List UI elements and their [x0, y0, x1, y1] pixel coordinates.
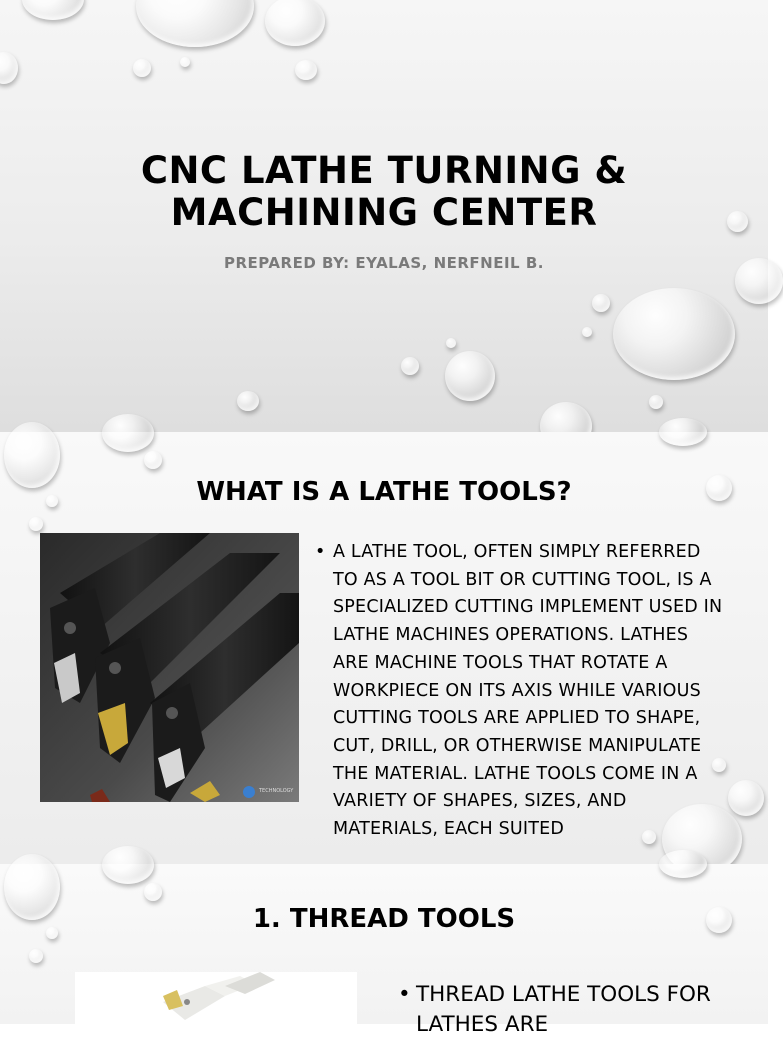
water-drop [29, 517, 43, 531]
water-drop [144, 451, 162, 469]
water-drop [265, 0, 325, 46]
water-drop [102, 846, 154, 884]
water-drop [445, 351, 495, 401]
water-drop [180, 57, 190, 67]
presentation-subtitle: PREPARED BY: EYALAS, NERFNEIL B. [224, 254, 544, 272]
slide-heading: 1. THREAD TOOLS [252, 904, 516, 934]
water-drop [728, 780, 764, 816]
water-drop [659, 418, 707, 446]
title-line: MACHINING CENTER [170, 191, 598, 234]
bullet-item: • THREAD LATHE TOOLS FOR LATHES ARE [398, 980, 728, 1040]
bullet-list [398, 980, 728, 1040]
slide-thread-tools [0, 864, 768, 1037]
water-drop [649, 395, 663, 409]
title-line: CNC LATHE TURNING & [140, 149, 628, 192]
bullet-list [315, 539, 725, 844]
water-drop [29, 949, 43, 963]
water-drop [295, 60, 317, 80]
presentation-title [0, 150, 768, 234]
slide-heading: WHAT IS A LATHE TOOLS? [196, 477, 572, 507]
water-drop [401, 357, 419, 375]
thread-tool-image [75, 972, 357, 1032]
water-drop [0, 52, 18, 84]
lathe-tools-image [40, 533, 299, 802]
thread-tool-photo [75, 972, 357, 1032]
water-drop [144, 883, 162, 901]
lathe-tools-photo [40, 533, 299, 802]
water-drop [613, 288, 735, 380]
bullet-item: • A LATHE TOOL, OFTEN SIMPLY REFERRED TO AS A TOOL BIT OR CUTTING TOOL, IS A SPECIALIZED CUTTING IMPLEMENT USED IN LATHE MACHINES OPERATIONS. LATHES ARE MACHINE TOOLS THAT ROTATE A WORKPIECE ON ITS AXIS WHILE VARIOUS CUTTING TOOLS ARE APPLIED TO SHAPE, CUT, DRILL, OR OTHERWISE MANIPULATE THE MATERIAL. LATHE TOOLS COME IN A VARIETY OF SHAPES, SIZES, AND MATERIALS, EACH SUITED [315, 539, 725, 844]
water-drop [446, 338, 456, 348]
slide-what-is-lathe-tool [0, 432, 768, 864]
image-watermark: TECHNOLOGY [259, 788, 294, 794]
slide-title [0, 0, 768, 432]
water-drop [136, 0, 254, 47]
water-drop [582, 327, 592, 337]
water-drop [102, 414, 154, 452]
water-drop [659, 850, 707, 878]
water-drop [592, 294, 610, 312]
water-drop [133, 59, 151, 77]
water-drop [22, 0, 84, 20]
water-drop [237, 391, 259, 411]
